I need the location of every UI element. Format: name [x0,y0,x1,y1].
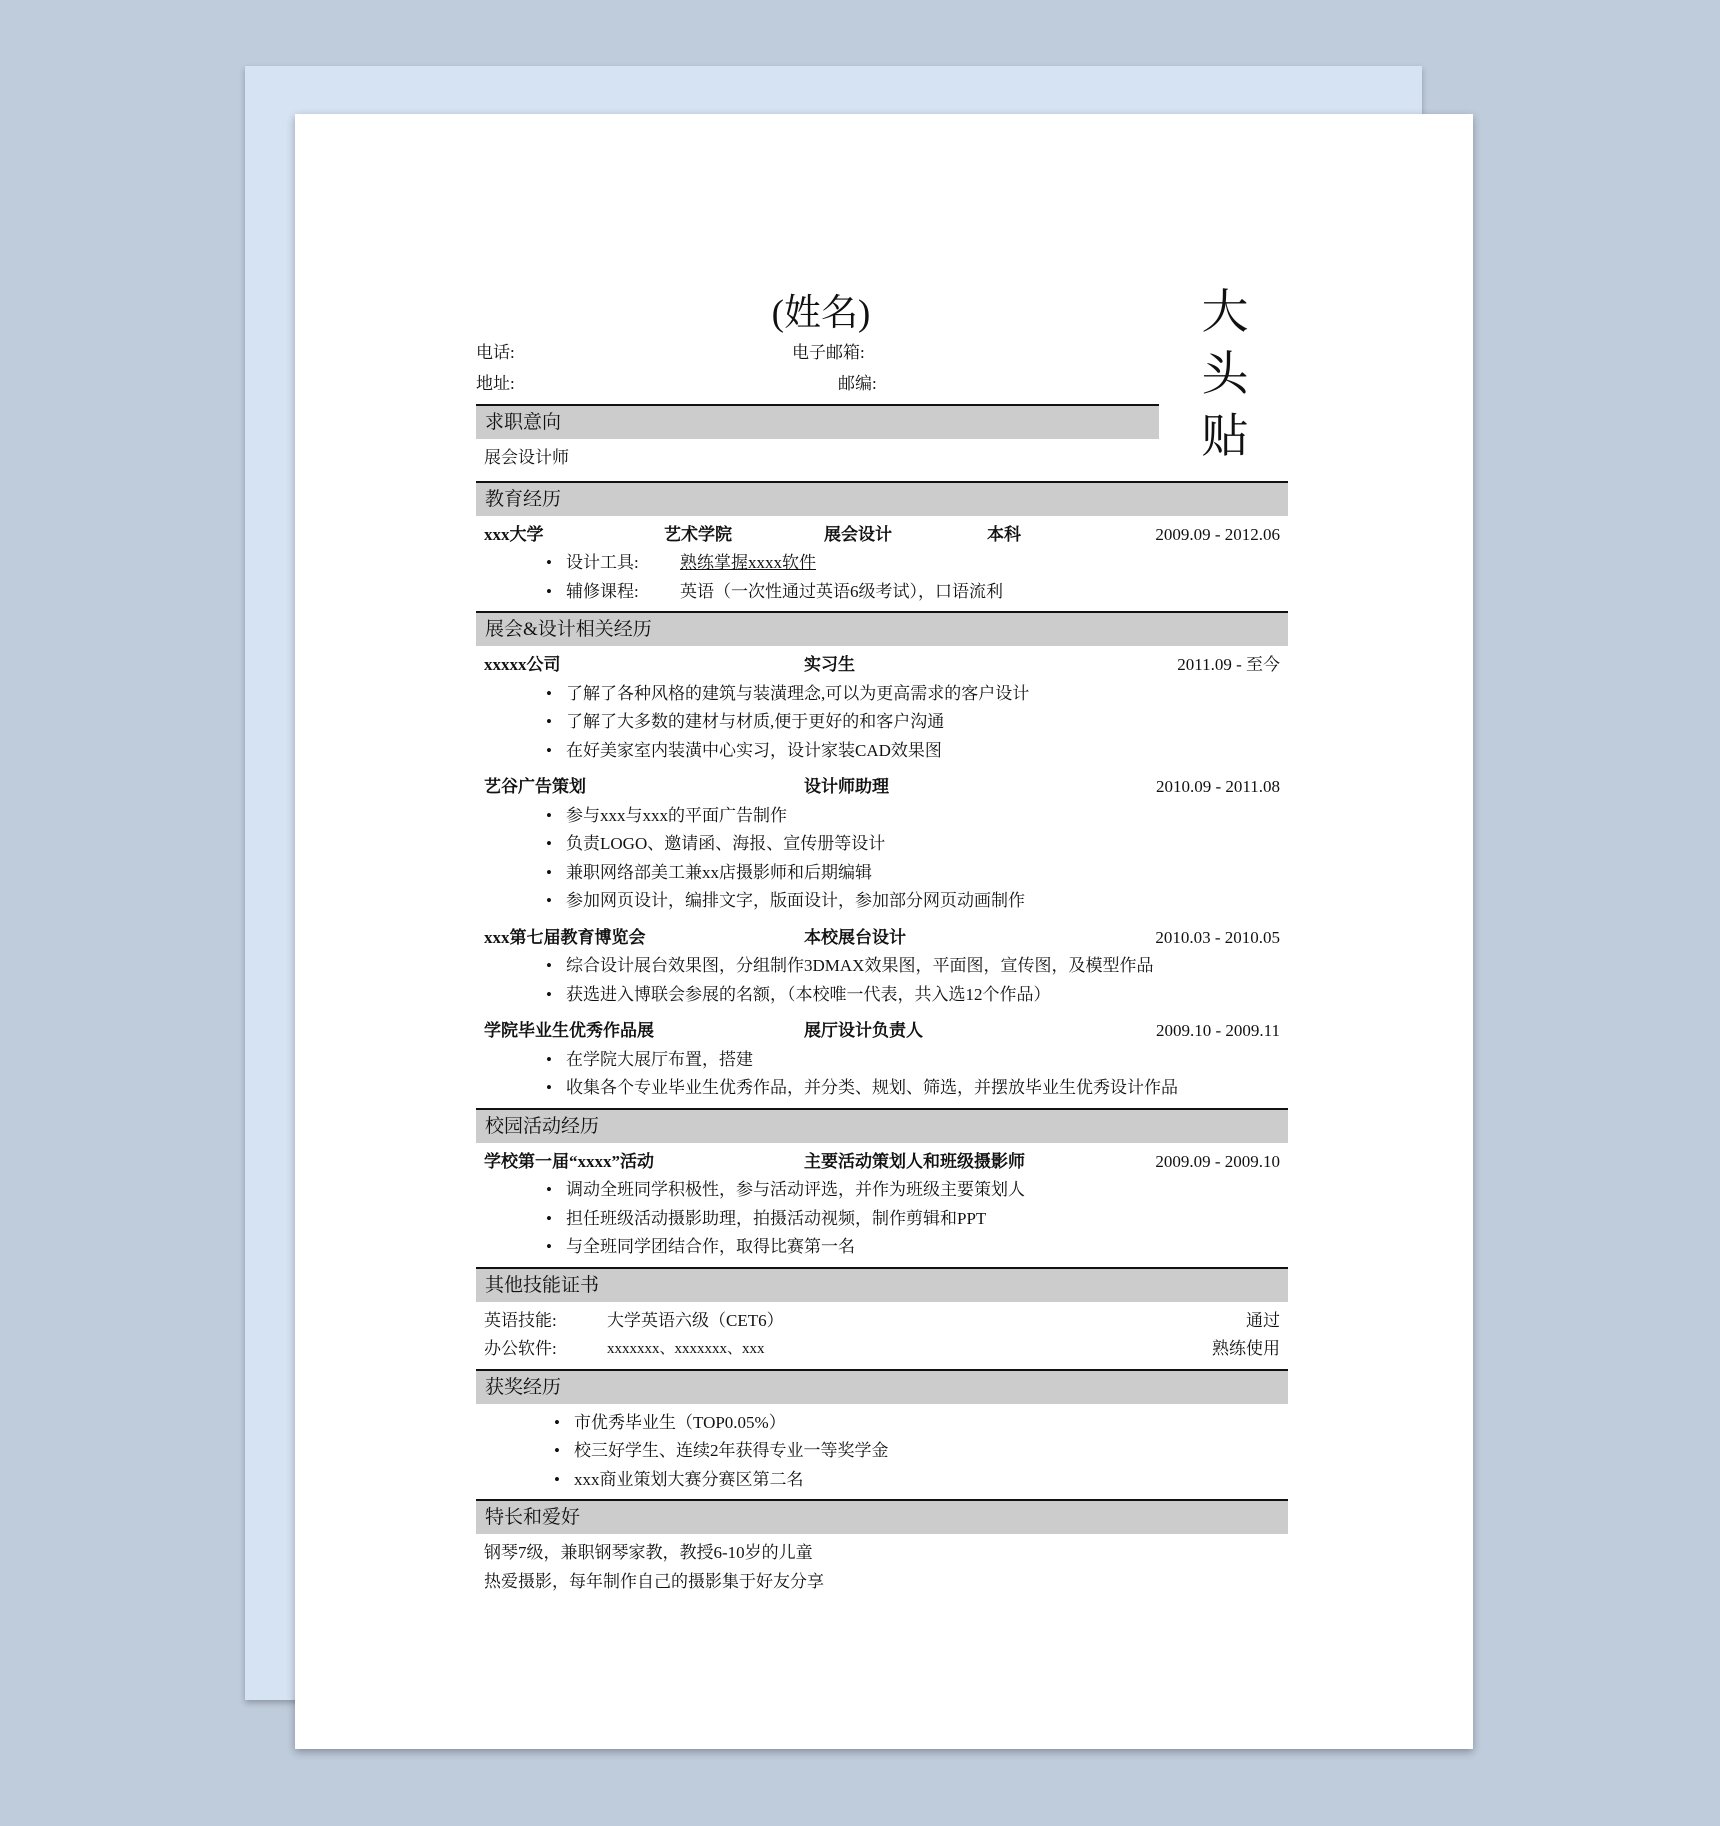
major: 展会设计 [824,524,892,544]
list-item [476,802,1288,831]
objective-value: 展会设计师 [484,448,569,467]
bullet-icon: • [546,740,552,760]
award-text: 市优秀毕业生（TOP0.05%） [574,1412,786,1432]
skill-row [476,1335,1288,1364]
bullet-icon: • [554,1412,560,1432]
section-title: 展会&设计相关经历 [476,613,1288,646]
bullet-icon: • [546,805,552,825]
list-item [476,1074,1288,1103]
skill-value: 大学英语六级（CET6） [607,1310,784,1330]
bullet-text: 担任班级活动摄影助理，拍摄活动视频，制作剪辑和PPT [566,1208,987,1228]
bullet-icon: • [546,834,552,853]
name-text: (姓名) [771,293,871,334]
item-label: 设计工具: [566,553,639,572]
resume-content [476,404,1288,1601]
organization: 艺谷广告策划 [484,777,586,796]
bullet-icon: • [546,1208,552,1228]
dates: 2010.03 - 2010.05 [1155,927,1280,947]
organization: 学校第一届“xxxx”活动 [484,1151,654,1171]
entry-header [476,924,1288,953]
section-campus [476,1108,1288,1267]
bullet-text: 获选进入博联会参展的名额，（本校唯一代表，共入选12个作品） [566,984,1051,1004]
bullet-icon: • [546,862,552,882]
bullet-text: 调动全班同学积极性，参与活动评选，并作为班级主要策划人 [566,1180,1025,1199]
email-label: 电子邮箱: [792,343,865,362]
skill-level: 熟练使用 [1212,1339,1280,1358]
item-label: 辅修课程: [566,581,639,601]
section-title: 教育经历 [476,483,1288,516]
section-title: 求职意向 [476,406,1159,439]
hobby-text: 热爱摄影，每年制作自己的摄影集于好友分享 [484,1571,824,1591]
section-body [476,646,1288,1108]
bullet-icon: • [546,712,552,731]
role: 主要活动策划人和班级摄影师 [804,1151,1025,1171]
skill-label: 英语技能: [484,1310,557,1330]
dates: 2011.09 - 至今 [1177,655,1280,674]
degree: 本科 [987,524,1021,544]
organization: xxxxx公司 [484,655,561,674]
education-row [476,521,1288,550]
bullet-icon: • [546,553,552,572]
role: 设计师助理 [804,777,889,796]
section-education [476,481,1288,612]
section-title: 特长和爱好 [476,1501,1288,1534]
hobby-line [476,1568,1288,1597]
list-item [476,1466,1288,1495]
section-body [476,1143,1288,1267]
role: 展厅设计负责人 [804,1021,923,1040]
award-text: xxx商业策划大赛分赛区第二名 [574,1469,804,1489]
entry-header [476,1148,1288,1177]
bullet-text: 了解了各种风格的建筑与装潢理念,可以为更高需求的客户设计 [566,683,1030,703]
bullet-icon: • [546,891,552,910]
bullet-text: 在学院大展厅布置，搭建 [566,1049,753,1069]
organization: xxx第七届教育博览会 [484,927,646,947]
section-hobbies [476,1499,1288,1601]
organization: 学院毕业生优秀作品展 [484,1021,654,1040]
list-item [476,1046,1288,1075]
bullet-icon: • [546,984,552,1004]
skill-label: 办公软件: [484,1339,557,1358]
dates: 2010.09 - 2011.08 [1155,777,1280,796]
award-text: 校三好学生、连续2年获得专业一等奖学金 [574,1441,889,1460]
list-item [476,680,1288,709]
skill-value: xxxxxxx、xxxxxxx、xxx [607,1341,765,1357]
bullet-text: 综合设计展台效果图，分组制作3DMAX效果图，平面图，宣传图，及模型作品 [566,956,1154,975]
list-item [476,859,1288,888]
list-item [476,1205,1288,1234]
list-item [476,737,1288,766]
section-skills [476,1267,1288,1369]
role: 本校展台设计 [804,927,906,947]
skill-level: 通过 [1246,1310,1280,1330]
list-item [476,830,1288,859]
bullet-icon: • [554,1441,560,1460]
role: 实习生 [804,655,855,674]
bullet-text: 负责LOGO、邀请函、海报、宣传册等设计 [566,834,886,853]
school: xxx大学 [484,524,544,544]
item-value: 英语（一次性通过英语6级考试），口语流利 [680,581,1003,601]
bullet-icon: • [546,581,552,601]
list-item [476,981,1288,1010]
list-item [476,887,1288,916]
list-item [476,1233,1288,1262]
entry-header [476,651,1288,680]
dates: 2009.09 - 2009.10 [1155,1151,1280,1171]
entry-header [476,1017,1288,1046]
bullet-text: 参加网页设计，编排文字，版面设计，参加部分网页动画制作 [566,891,1025,910]
photo-char: 头 [1201,349,1249,401]
bullet-icon: • [546,1049,552,1069]
list-item [476,708,1288,737]
postcode-label: 邮编: [838,374,877,393]
entry-header [476,773,1288,802]
bullet-text: 了解了大多数的建材与材质,便于更好的和客户沟通 [566,712,945,731]
bullet-text: 收集各个专业毕业生优秀作品，并分类、规划、筛选，并摆放毕业生优秀设计作品 [566,1078,1178,1097]
name-heading [295,282,1473,336]
bullet-text: 在好美家室内装潢中心实习，设计家装CAD效果图 [566,740,942,760]
list-item [476,578,1288,607]
list-item [476,1409,1288,1438]
section-title: 获奖经历 [476,1371,1288,1404]
photo-char: 贴 [1201,411,1249,463]
bullet-icon: • [546,683,552,703]
bullet-text: 参与xxx与xxx的平面广告制作 [566,805,787,825]
item-value: 熟练掌握xxxx软件 [680,553,816,572]
college: 艺术学院 [664,524,732,544]
phone-label: 电话: [476,343,515,362]
section-experience [476,611,1288,1108]
bullet-text: 与全班同学团结合作，取得比赛第一名 [566,1237,855,1256]
section-title: 其他技能证书 [476,1269,1288,1302]
dates: 2009.09 - 2012.06 [1155,524,1280,544]
hobby-text: 钢琴7级，兼职钢琴家教，教授6-10岁的儿童 [484,1543,813,1562]
section-awards [476,1369,1288,1500]
entry-gap [476,765,1288,773]
list-item [476,549,1288,578]
entry-gap [476,1009,1288,1017]
resume-page [295,114,1473,1749]
address-label: 地址: [476,374,515,393]
hobby-line [476,1539,1288,1568]
section-objective [476,404,1159,481]
entry-gap [476,916,1288,924]
photo-char: 大 [1201,287,1249,339]
bullet-icon: • [554,1469,560,1489]
dates: 2009.10 - 2009.11 [1155,1021,1280,1040]
bullet-icon: • [546,1078,552,1097]
list-item [476,1176,1288,1205]
bullet-icon: • [546,1180,552,1199]
bullet-icon: • [546,1237,552,1256]
section-title: 校园活动经历 [476,1110,1288,1143]
skill-row [476,1307,1288,1336]
list-item [476,952,1288,981]
bullet-icon: • [546,956,552,975]
list-item [476,1437,1288,1466]
bullet-text: 兼职网络部美工兼xx店摄影师和后期编辑 [566,862,872,882]
